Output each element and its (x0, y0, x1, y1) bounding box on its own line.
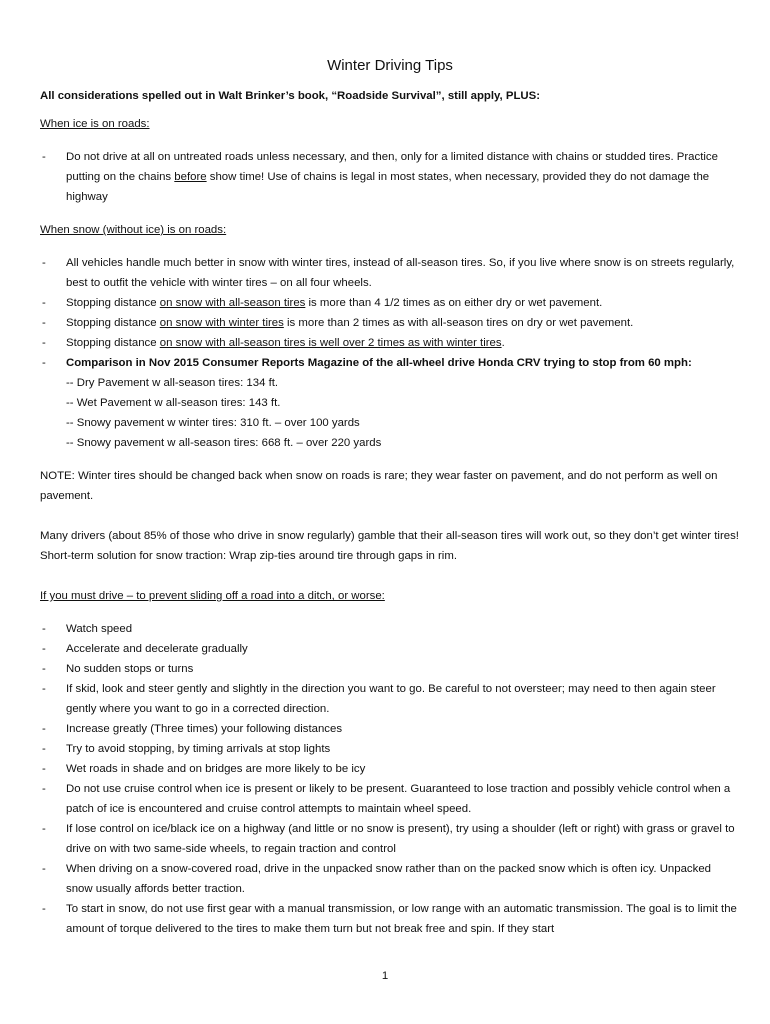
document-page (40, 54, 740, 952)
item-text: . (501, 337, 505, 349)
bullet-dash: - (42, 663, 46, 675)
item-text: All vehicles handle much better in snow with winter tires, instead of all-season tires. So, if you live where snow is on streets regularly, best to outfit the vehicle with winter tires – on all four wheels. (66, 257, 735, 289)
bullet-dash: - (42, 257, 46, 269)
item-text: Stopping distance (66, 337, 160, 349)
page-number: 1 (381, 970, 389, 982)
comparison-line: -- Snowy pavement w winter tires: 310 ft. – over 100 yards (66, 417, 360, 429)
bullet-dash: - (42, 683, 46, 695)
comparison-line: -- Wet Pavement w all-season tires: 143 ft. (66, 397, 281, 409)
comparison-line: -- Snowy pavement w all-season tires: 668 ft. – over 220 yards (66, 437, 382, 449)
bullet-dash: - (42, 357, 46, 369)
list-item (40, 293, 740, 313)
emphasis-text: on snow with all-season tires (159, 297, 306, 309)
item-text: Watch speed (66, 623, 133, 635)
list-item (40, 859, 740, 899)
bullet-dash: - (42, 623, 46, 635)
list-item (40, 719, 740, 739)
bullet-dash: - (42, 863, 46, 875)
snow-list (40, 253, 740, 453)
bullet-dash: - (42, 763, 46, 775)
list-item (40, 313, 740, 333)
item-text: Accelerate and decelerate gradually (66, 643, 248, 655)
item-text: When driving on a snow-covered road, drive in the unpacked snow rather than on the packed snow which is often icy. Unpacked snow usually affords better traction. (66, 863, 711, 895)
list-item (40, 333, 740, 353)
list-item (40, 639, 740, 659)
list-item (40, 899, 740, 939)
item-text: show time! Use of chains is legal in most states, when necessary, provided they do not damage the highway (66, 171, 710, 203)
gamble-paragraph: Many drivers (about 85% of those who drive in snow regularly) gamble that their all-season tires will work out, so they don’t get winter tires! Short-term solution for snow traction: Wrap zip-ties around tire through gaps in rim. (40, 530, 739, 562)
intro-line: All considerations spelled out in Walt Brinker’s book, “Roadside Survival”, still apply, PLUS: (40, 90, 541, 102)
snow-section-heading: When snow (without ice) is on roads: (40, 224, 227, 236)
item-text: Increase greatly (Three times) your following distances (66, 723, 343, 735)
document-title: Winter Driving Tips (327, 57, 453, 74)
item-text: Wet roads in shade and on bridges are more likely to be icy (66, 763, 366, 775)
bullet-dash: - (42, 297, 46, 309)
item-text: is more than 2 times as with all-season tires on dry or wet pavement. (283, 317, 634, 329)
list-item (40, 739, 740, 759)
drive-section-heading: If you must drive – to prevent sliding off a road into a ditch, or worse: (40, 590, 385, 602)
list-item (40, 353, 740, 453)
list-item (40, 779, 740, 819)
ice-section-heading: When ice is on roads: (40, 118, 150, 130)
ice-list (40, 147, 740, 207)
note-paragraph: NOTE: Winter tires should be changed back when snow on roads is rare; they wear faster on pavement, and do not perform as well on pavement. (40, 470, 718, 502)
list-item (40, 147, 740, 207)
bullet-dash: - (42, 317, 46, 329)
emphasis-text: before (174, 171, 207, 183)
bullet-dash: - (42, 903, 46, 915)
item-text: Stopping distance (66, 317, 160, 329)
item-text: To start in snow, do not use first gear with a manual transmission, or low range with an automatic transmission. The goal is to limit the amount of torque delivered to the tires to make them turn but not break free and spin. If they start (66, 903, 737, 935)
emphasis-text: on snow with all-season tires is well over 2 times as with winter tires (159, 337, 502, 349)
bullet-dash: - (42, 337, 46, 349)
item-text: is more than 4 1/2 times as on either dry or wet pavement. (305, 297, 603, 309)
item-text: Stopping distance (66, 297, 160, 309)
list-item (40, 253, 740, 293)
list-item (40, 619, 740, 639)
bullet-dash: - (42, 151, 46, 163)
item-text: If skid, look and steer gently and slightly in the direction you want to go. Be careful to not oversteer; may need to then again steer gently where you want to go in a corrected direction. (66, 683, 716, 715)
comparison-heading: Comparison in Nov 2015 Consumer Reports Magazine of the all-wheel drive Honda CRV trying to stop from 60 mph: (66, 357, 692, 369)
item-text: No sudden stops or turns (66, 663, 194, 675)
list-item (40, 659, 740, 679)
item-text: Do not use cruise control when ice is present or likely to be present. Guaranteed to lose traction and possibly vehicle control when a patch of ice is encountered and cruise control attempts to maintain wheel speed. (66, 783, 731, 815)
drive-list (40, 619, 740, 939)
emphasis-text: on snow with winter tires (159, 317, 284, 329)
list-item (40, 679, 740, 719)
item-text: Do not drive at all on untreated roads unless necessary, and then, only for a limited distance with chains or studded tires. Practice putting on the chains (66, 151, 718, 183)
bullet-dash: - (42, 743, 46, 755)
list-item (40, 819, 740, 859)
bullet-dash: - (42, 783, 46, 795)
list-item (40, 759, 740, 779)
comparison-line: -- Dry Pavement w all-season tires: 134 ft. (66, 377, 279, 389)
item-text: Try to avoid stopping, by timing arrivals at stop lights (66, 743, 331, 755)
bullet-dash: - (42, 643, 46, 655)
bullet-dash: - (42, 823, 46, 835)
item-text: If lose control on ice/black ice on a highway (and little or no snow is present), try using a shoulder (left or right) with grass or gravel to drive on with two same-side wheels, to regain traction and control (66, 823, 735, 855)
bullet-dash: - (42, 723, 46, 735)
